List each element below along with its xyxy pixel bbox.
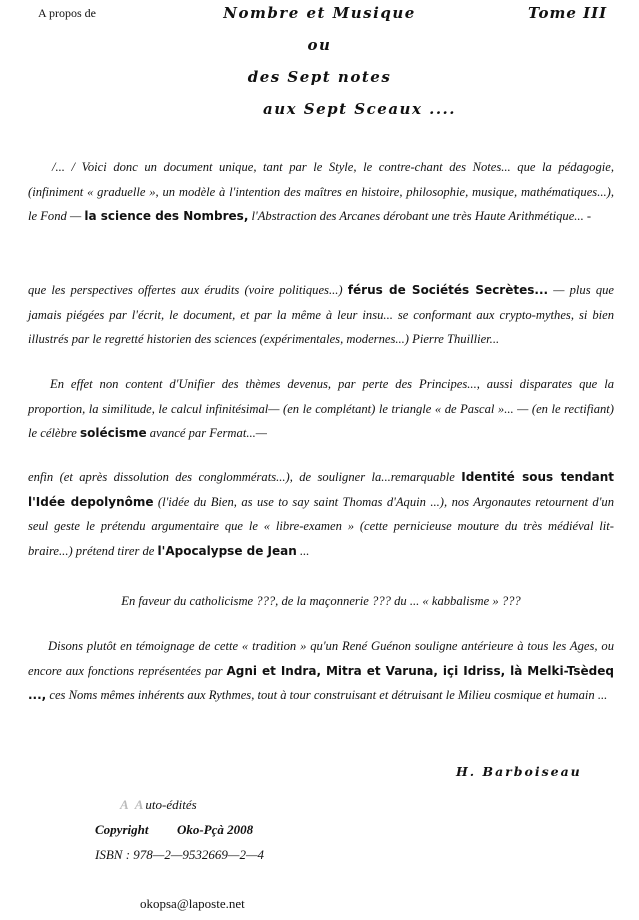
copyright-label: Copyright	[95, 822, 149, 837]
paragraph-5: En faveur du catholicisme ???, de la maçonnerie ??? du ... « kabbalisme » ???	[121, 594, 521, 608]
publisher-text: uto-édités	[145, 797, 197, 812]
paragraph-3-text-a: En effet non content d'Unifier des thèmes devenus, par perte des Principes..., aussi disparates que la proportion, la similitude, le calcul infinitésimal— (en le complétant) le triangle « de Pascal »... — (en le rectifiant) le célèbre	[28, 377, 614, 440]
publisher-line	[120, 797, 197, 813]
paragraph-2-text-c: — plus que jamais piégées par l'écrit, le document, et par la même à leur insu... se conformant aux crypto-mythes, si bien illustrés par le regretté historien des sciences (expérimentales, modernes...) Pierre Thuillier...	[28, 283, 615, 346]
header-label: A propos de	[38, 6, 96, 20]
paragraph-4-text-a: enfin (et après dissolution des conglommérats...), de souligner la...remarquable	[28, 470, 462, 484]
volume-label: Tome III	[528, 4, 608, 22]
isbn: ISBN : 978—2—9532669—2—4	[95, 847, 265, 862]
paragraph-4	[28, 465, 614, 563]
title-line-4: aux Sept Sceaux ....	[263, 100, 456, 118]
paragraph-2-text-a: que les perspectives offertes aux érudits (voire politiques...)	[28, 283, 348, 297]
paragraph-2-emphasis: férus de Sociétés Secrètes...	[347, 283, 549, 297]
paragraph-4-text-e: ...	[296, 543, 310, 558]
paragraph-6-text-c: ces Noms mêmes inhérents aux Rythmes, tout à tour construisant et détruisant le Milieu cosmique et humain ...	[46, 688, 608, 702]
paragraph-6	[28, 634, 614, 708]
title-line-1: Nombre et Musique	[223, 4, 416, 22]
paragraph-1	[28, 155, 614, 229]
paragraph-4-emphasis-1: Identité sous tendant l'Idée depolynôme	[28, 470, 614, 509]
title-line-3: des Sept notes	[247, 68, 392, 86]
paragraph-4-emphasis-2: l'Apocalypse de Jean	[157, 543, 297, 558]
title-line-2: ou	[307, 36, 332, 54]
paragraph-4-text-c: (l'idée du Bien, as use to say saint Thomas d'Aquin ...), nos Argonautes retournent d'un seul geste le prétendu argumentaire que le « libre-examen » (cette pernicieuse mouture du très médiéval lit-braire...) prétend tirer de	[28, 494, 614, 558]
paragraph-2	[28, 278, 614, 352]
email-link[interactable]: okopsa@laposte.net	[140, 896, 245, 911]
copyright-line	[95, 822, 253, 838]
paragraph-1-text-c: l'Abstraction des Arcanes dérobant une très Haute Arithmétique... -	[248, 209, 592, 223]
copyright-value: Oko-Pçà 2008	[176, 822, 254, 837]
paragraph-1-text-a: /... / Voici donc un document unique, tant par le Style, le contre-chant des Notes... que la pédagogie, (infiniment « graduelle », un modèle à l'intention des maîtres en histoire, philosophie, musique, mathématiques...), le Fond —	[28, 160, 614, 223]
paragraph-6-text-a: Disons plutôt en témoignage de cette « tradition » qu'un René Guénon souligne antérieure à tous les Ages, ou encore aux fonctions représentées par	[28, 639, 614, 678]
paragraph-1-emphasis: la science des Nombres,	[84, 209, 249, 223]
signature: H. Barboiseau	[456, 764, 582, 779]
paragraph-3-text-c: avancé par Fermat...—	[146, 426, 267, 440]
paragraph-3	[28, 372, 614, 446]
paragraph-6-emphasis: Agni et Indra, Mitra et Varuna, içi Idriss, là Melki-Tsèdeq ...,	[28, 663, 614, 702]
publisher-logo: A A	[120, 797, 146, 812]
paragraph-3-emphasis: solécisme	[79, 426, 147, 440]
